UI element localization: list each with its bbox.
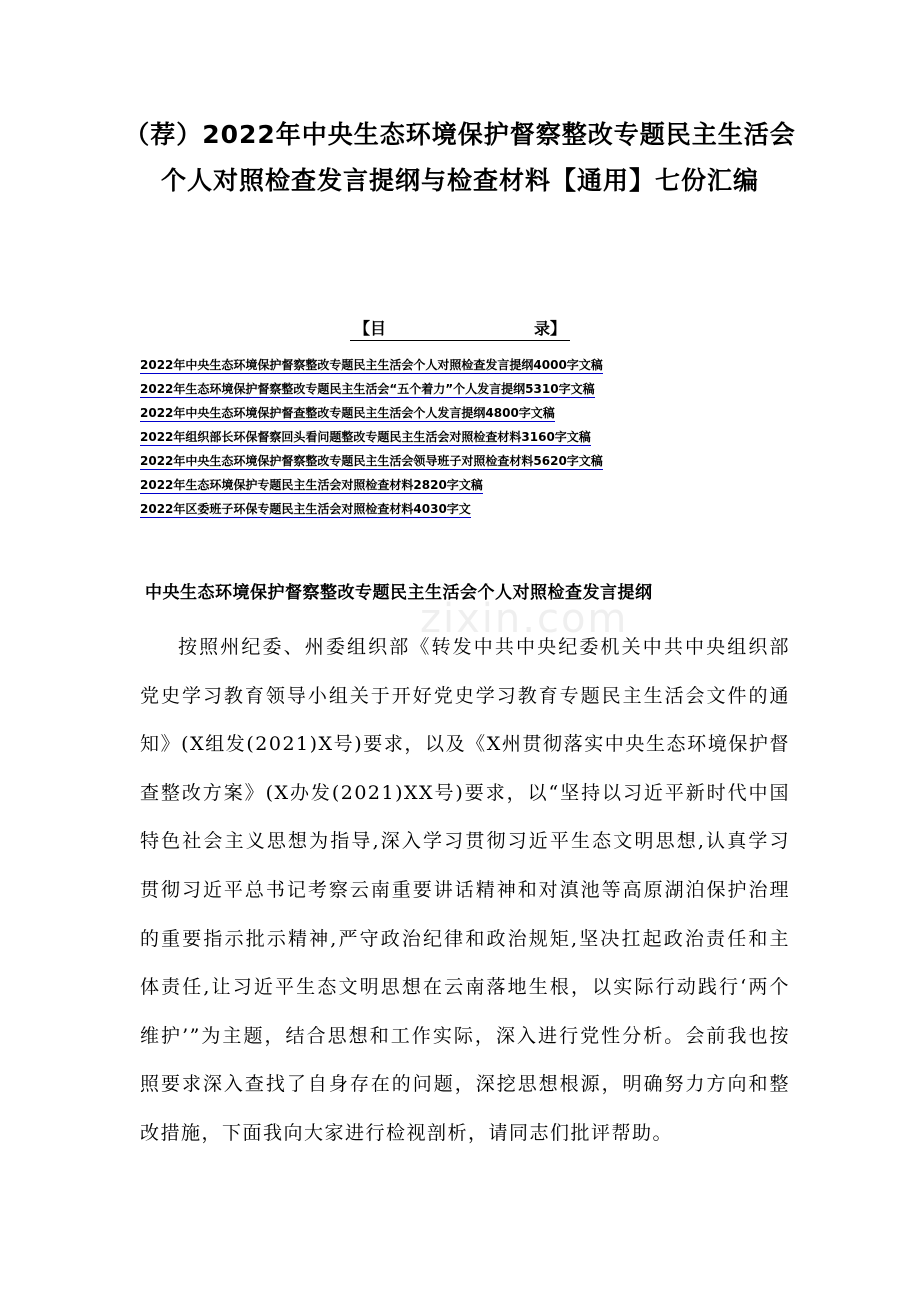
toc-link[interactable]: 2022年组织部长环保督察回头看问题整改专题民主生活会对照检查材料3160字文稿 <box>140 430 591 444</box>
toc-link[interactable]: 2022年生态环境保护督察整改专题民主生活会“五个着力”个人发言提纲5310字文稿 <box>140 382 595 396</box>
watermark: zixin.com <box>420 596 629 642</box>
toc-heading-left: 【目 <box>354 319 387 338</box>
toc-item[interactable] <box>140 377 780 401</box>
toc-heading <box>350 318 570 341</box>
toc-item[interactable] <box>140 353 780 377</box>
toc-item[interactable] <box>140 473 780 497</box>
document-title: （荐）2022年中央生态环境保护督察整改专题民主生活会个人对照检查发言提纲与检查材料【通用】七份汇编 <box>124 120 796 195</box>
toc-heading-right: 录】 <box>533 319 566 338</box>
body-paragraph: 按照州纪委、州委组织部《转发中共中央纪委机关中共中央组织部党史学习教育领导小组关于开好党史学习教育专题民主生活会文件的通知》(X组发(2021)X号)要求，以及《X州贯彻落实中央生态环境保护督查整改方案》(X办发(2021)XX号)要求，以“坚持以习近平新时代中国特色社会主义思想为指导,深入学习贯彻习近平生态文明思想,认真学习贯彻习近平总书记考察云南重要讲话精神和对滇池等高原湖泊保护治理的重要指示批示精神,严守政治纪律和政治规矩,坚决扛起政治责任和主体责任,让习近平生态文明思想在云南落地生根，以实际行动践行‘两个维护’”为主题，结合思想和工作实际，深入进行党性分析。会前我也按照要求深入查找了自身存在的问题，深挖思想根源，明确努力方向和整改措施，下面我向大家进行检视剖析，请同志们批评帮助。 <box>140 636 790 1144</box>
toc-link[interactable]: 2022年生态环境保护专题民主生活会对照检查材料2820字文稿 <box>140 478 483 492</box>
toc-item[interactable] <box>140 497 780 521</box>
toc-link[interactable]: 2022年中央生态环境保护督查整改专题民主生活会个人发言提纲4800字文稿 <box>140 406 555 420</box>
toc-item[interactable] <box>140 449 780 473</box>
toc-item[interactable] <box>140 401 780 425</box>
toc-link[interactable]: 2022年中央生态环境保护督察整改专题民主生活会领导班子对照检查材料5620字文稿 <box>140 454 603 468</box>
section-heading: 中央生态环境保护督察整改专题民主生活会个人对照检查发言提纲 <box>145 583 653 603</box>
toc-item[interactable] <box>140 425 780 449</box>
toc-link[interactable]: 2022年中央生态环境保护督察整改专题民主生活会个人对照检查发言提纲4000字文稿 <box>140 358 603 372</box>
table-of-contents <box>140 353 780 521</box>
toc-link[interactable]: 2022年区委班子环保专题民主生活会对照检查材料4030字文 <box>140 502 471 516</box>
